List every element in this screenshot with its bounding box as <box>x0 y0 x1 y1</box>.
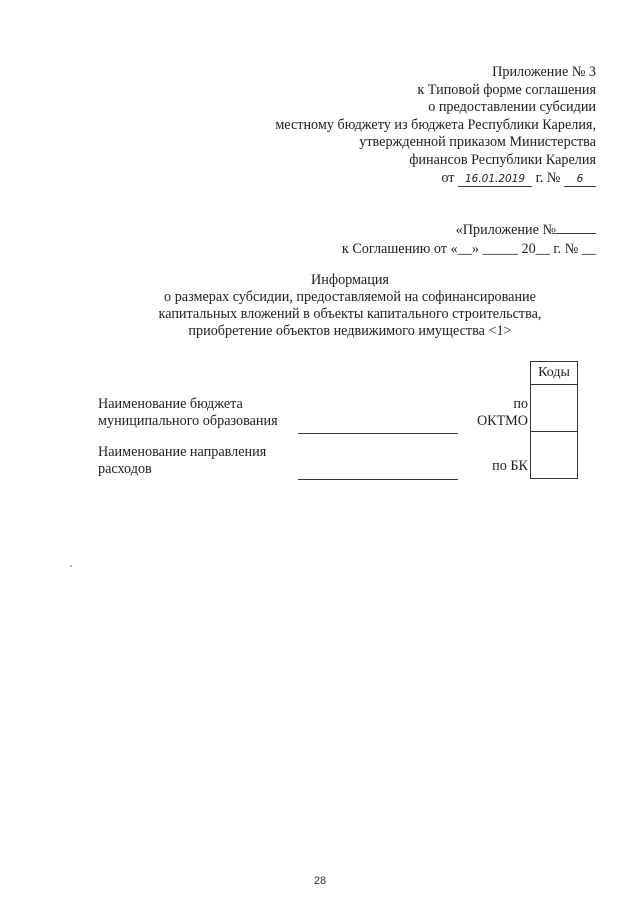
title-line: о размерах субсидии, предоставляемой на софинансирование <box>164 289 536 305</box>
header-block <box>275 64 596 187</box>
oktmo-label-line: по <box>513 396 528 412</box>
appendix-line-1 <box>342 220 596 240</box>
document-title <box>110 272 590 340</box>
bk-code-cell <box>531 432 578 479</box>
oktmo-label-line: ОКТМО <box>476 412 528 429</box>
header-line: утвержденной приказом Министерства <box>359 134 596 151</box>
budget-name-label <box>98 396 278 429</box>
appendix-number-blank <box>556 220 596 234</box>
scan-speck <box>70 565 72 567</box>
title-heading: Информация <box>311 272 389 288</box>
handwritten-number: 6 <box>564 173 596 187</box>
header-line: Приложение № 3 <box>492 64 596 80</box>
oktmo-label <box>477 396 528 429</box>
header-line: к Типовой форме соглашения <box>417 81 596 98</box>
direction-label-line: расходов <box>98 460 152 477</box>
budget-label-line: муниципального образования <box>98 412 278 429</box>
header-date-line <box>275 170 596 188</box>
budget-name-field <box>298 433 458 434</box>
codes-table <box>530 361 578 479</box>
date-prefix: от <box>441 169 455 186</box>
page-number: 28 <box>313 875 327 887</box>
bk-label: по БК <box>492 458 528 474</box>
year-suffix: г. № <box>535 169 561 186</box>
header-line: финансов Республики Карелия <box>409 151 596 168</box>
header-line: местному бюджету из бюджета Республики Карелия, <box>275 116 596 133</box>
budget-label-line: Наименование бюджета <box>98 396 243 412</box>
direction-label-line: Наименование направления <box>98 444 267 460</box>
title-line: капитальных вложений в объекты капитального строительства, <box>158 306 542 322</box>
codes-header: Коды <box>531 362 578 385</box>
appendix-label: «Приложение № <box>455 222 556 238</box>
direction-name-label <box>98 444 266 477</box>
direction-name-field <box>298 479 458 480</box>
title-line: приобретение объектов недвижимого имущества <1> <box>188 323 512 339</box>
appendix-line-2: к Соглашению от «__» _____ 20__ г. № __ <box>341 241 596 257</box>
handwritten-date: 16.01.2019 <box>458 173 532 187</box>
header-line: о предоставлении субсидии <box>428 99 596 116</box>
oktmo-code-cell <box>531 385 578 432</box>
appendix-block <box>342 220 596 259</box>
